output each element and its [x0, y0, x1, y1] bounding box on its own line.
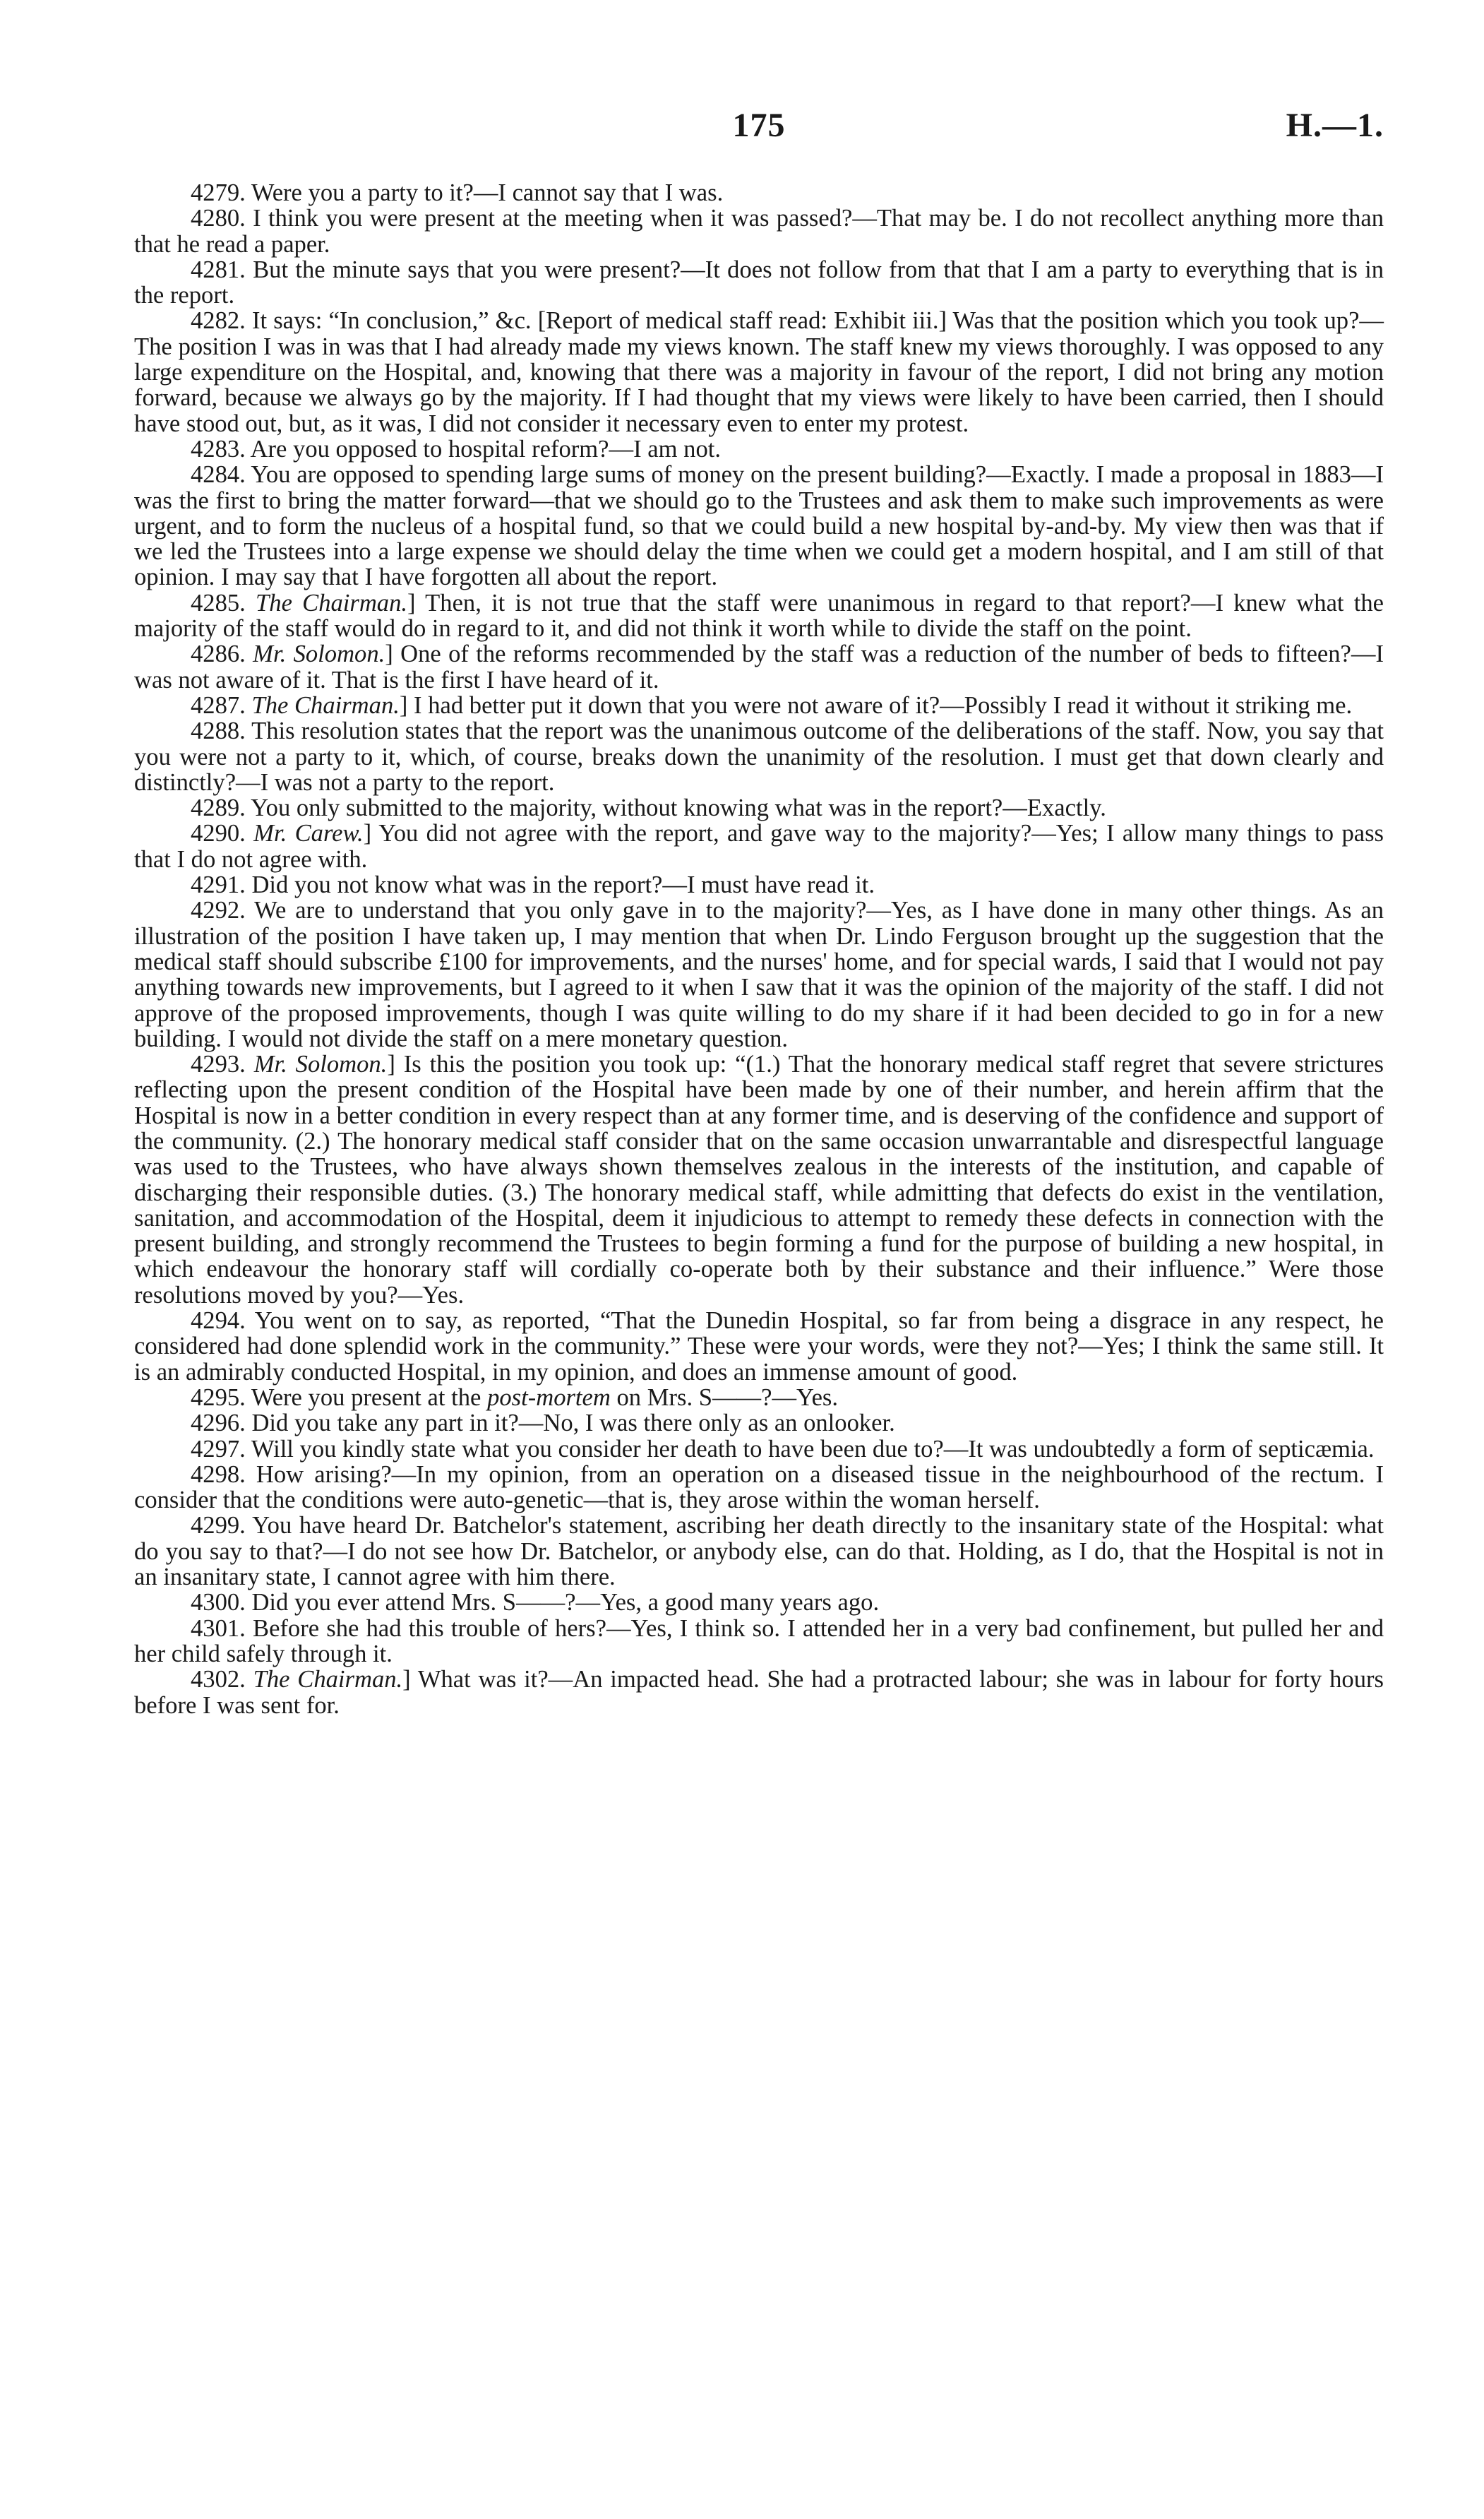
question-number: 4295. — [191, 1383, 246, 1411]
question-number: 4285. — [191, 589, 246, 617]
question-text: We are to understand that you only gave in to the majority?—Yes, as I have done in many other things. As an illustration of the position I have taken up, I may mention that when Dr. Lindo Ferguson brought up the suggestion that the medical staff should subscribe £100 for improvements, and the nurses' home, and for special wards, I said that I would not pay anything towards new improvements, but I agreed to it when I saw that it was the opinion of the majority of the staff. I did not approve of the proposed improvements, though I was quite willing to do my share if it had been decided to go in for a new building. I would not divide the staff on a mere monetary question. — [134, 897, 1384, 1052]
question-4291 — [134, 872, 1384, 898]
speaker-name: Mr. Solomon. — [253, 641, 385, 668]
question-4283 — [134, 436, 1384, 462]
question-text: ] One of the reforms recommended by the staff was a reduction of the number of beds to fifteen?—I was not aware of it. That is the first I have heard of it. — [134, 641, 1384, 693]
question-4281 — [134, 257, 1384, 309]
question-text: Did you not know what was in the report?—I must have read it. — [245, 871, 875, 899]
question-text: ] What was it?—An impacted head. She had a protracted labour; she was in labour for forty hours before I was sent for. — [134, 1666, 1384, 1719]
question-4288 — [134, 718, 1384, 795]
question-4282 — [134, 308, 1384, 436]
question-4297 — [134, 1436, 1384, 1462]
question-number: 4291. — [191, 871, 246, 899]
question-text: Were you a party to it?—I cannot say that I was. — [245, 179, 724, 206]
question-text: ] You did not agree with the report, and gave way to the majority?—Yes; I allow many things to pass that I do not agree with. — [134, 820, 1384, 873]
question-text: How arising?—In my opinion, from an operation on a diseased tissue in the neighbourhood of the rectum. I consider that the conditions were auto-genetic—that is, they arose within the woman herself. — [134, 1460, 1384, 1514]
question-text: You are opposed to spending large sums of money on the present building?—Exactly. I made a proposal in 1883—I was the first to bring the matter forward—that we should go to the Trustees and ask them to make such improvements as were urgent, and to form the nucleus of a hospital fund, so that we could build a new hospital by-and-by. My view then was that if we led the Trustees into a large expense we should delay the time when we could get a modern hospital, and I am still of that opinion. I may say that I have forgotten all about the report. — [134, 461, 1384, 591]
question-text: Will you kindly state what you consider her death to have been due to?—It was undoubtedly a form of septicæmia. — [245, 1435, 1375, 1463]
speaker-name: Mr. Solomon. — [253, 1051, 388, 1078]
question-number: 4282. — [191, 307, 246, 335]
question-number: 4296. — [191, 1410, 246, 1437]
question-number: 4286. — [191, 641, 246, 668]
italic-term: post-mortem — [487, 1383, 611, 1411]
speaker-name: The Chairman. — [256, 589, 408, 617]
question-4280 — [134, 206, 1384, 257]
question-number: 4294. — [191, 1307, 246, 1335]
speaker-name: The Chairman. — [253, 1666, 403, 1693]
question-4287 — [134, 693, 1384, 718]
question-text: You only submitted to the majority, without knowing what was in the report?—Exactly. — [245, 794, 1106, 822]
question-4293 — [134, 1052, 1384, 1308]
question-number: 4280. — [191, 205, 246, 232]
question-number: 4284. — [191, 461, 246, 489]
question-number: 4279. — [191, 179, 246, 206]
question-4284 — [134, 462, 1384, 590]
question-number: 4288. — [191, 717, 246, 745]
question-4286 — [134, 641, 1384, 693]
question-text: ] Then, it is not true that the staff were unanimous in regard to that report?—I knew what the majority of the staff would do in regard to it, and did not think it worth while to divide the staff on the point. — [134, 589, 1384, 643]
question-number: 4299. — [191, 1512, 246, 1540]
evidence-transcript — [134, 180, 1384, 1718]
speaker-name: Mr. Carew. — [253, 820, 364, 847]
question-text: I think you were present at the meeting when it was passed?—That may be. I do not recollect anything more than that he read a paper. — [134, 205, 1384, 258]
page-header — [134, 106, 1384, 162]
question-4300 — [134, 1590, 1384, 1615]
question-number: 4287. — [191, 691, 246, 719]
question-number: 4281. — [191, 256, 246, 283]
question-text: But the minute says that you were present?—It does not follow from that that I am a party to everything that is in the report. — [134, 256, 1384, 309]
question-4294 — [134, 1308, 1384, 1385]
question-4298 — [134, 1462, 1384, 1513]
question-number: 4297. — [191, 1435, 246, 1463]
question-text: You have heard Dr. Batchelor's statement, ascribing her death directly to the insanitary state of the Hospital: what do you say to that?—I do not see how Dr. Batchelor, or anybody else, can do that. Holding, as I do, that the Hospital is not in an insanitary state, I cannot agree with him there. — [134, 1512, 1384, 1591]
question-text: This resolution states that the report was the unanimous outcome of the deliberations of the staff. Now, you say that you were not a party to it, which, of course, breaks down the unanimity of the resolution. I must get that down clearly and distinctly?—I was not a party to the report. — [134, 717, 1384, 796]
question-text: You went on to say, as reported, “That the Dunedin Hospital, so far from being a disgrace in any respect, he considered had done splendid work in the community.” These were your words, were they not?—Yes; I think the same still. It is an admirably conducted Hospital, in my opinion, and does an immense amount of good. — [134, 1307, 1384, 1386]
question-4295: 4295. Were you present at the post-mortem on Mrs. S——?—Yes. — [191, 1383, 839, 1411]
question-4302 — [134, 1667, 1384, 1718]
question-text: Are you opposed to hospital reform?—I am not. — [245, 435, 721, 463]
question-text: on Mrs. S——?—Yes. — [610, 1383, 839, 1411]
speaker-name: The Chairman. — [251, 691, 400, 719]
question-4290 — [134, 821, 1384, 872]
question-4289 — [134, 795, 1384, 821]
question-4296 — [134, 1410, 1384, 1436]
question-4301 — [134, 1616, 1384, 1667]
question-number: 4293. — [191, 1051, 246, 1078]
question-number: 4290. — [191, 820, 246, 847]
question-text: Before she had this trouble of hers?—Yes, I think so. I attended her in a very bad confinement, but pulled her and her child safely through it. — [134, 1614, 1384, 1667]
question-number: 4298. — [191, 1460, 246, 1488]
question-text: Did you take any part in it?—No, I was there only as an onlooker. — [245, 1410, 895, 1437]
question-4279 — [134, 180, 1384, 206]
question-text: It says: “In conclusion,” &c. [Report of medical staff read: Exhibit iii.] Was that the position which you took up?—The position I was in was that I had already made my views known. The staff knew my views thoroughly. I was opposed to any large expenditure on the Hospital, and, knowing that there was a majority in favour of the report, I did not bring any motion forward, because we always go by the majority. If I had thought that my views were likely to have been carried, then I should have stood out, but, as it was, I did not consider it necessary even to enter my protest. — [134, 307, 1384, 437]
question-4299 — [134, 1513, 1384, 1590]
question-4292 — [134, 898, 1384, 1052]
question-number: 4302. — [191, 1666, 246, 1693]
page-number: 175 — [732, 107, 786, 144]
question-text: ] Is this the position you took up: “(1.) That the honorary medical staff regret that severe strictures reflecting upon the present condition of the Hospital have been made by one of their number, and herein affirm that the Hospital is now in a better condition in every respect than at any former time, and is deserving of the confidence and support of the community. (2.) The honorary medical staff consider that on the same occasion unwarrantable and disrespectful language was used to the Trustees, who have always shown themselves zealous in the interests of the institution, and capable of discharging their responsible duties. (3.) The honorary medical staff, while admitting that defects do exist in the ventilation, sanitation, and accommodation of the Hospital, deem it injudicious to attempt to remedy these defects in connection with the present building, and strongly recommend the Trustees to begin forming a fund for the purpose of building a new hospital, in which endeavour the honorary staff will cordially co-operate both by their substance and their influence.” Were those resolutions moved by you?—Yes. — [134, 1051, 1384, 1309]
question-number: 4283. — [191, 435, 246, 463]
question-number: 4289. — [191, 794, 246, 822]
question-text: Did you ever attend Mrs. S——?—Yes, a good many years ago. — [245, 1589, 880, 1616]
question-number: 4301. — [191, 1614, 246, 1642]
question-4285 — [134, 590, 1384, 642]
question-text: ] I had better put it down that you were not aware of it?—Possibly I read it without it striking me. — [399, 691, 1353, 719]
question-number: 4300. — [191, 1589, 246, 1616]
question-number: 4292. — [191, 897, 246, 924]
document-reference: H.—1. — [1286, 107, 1384, 144]
